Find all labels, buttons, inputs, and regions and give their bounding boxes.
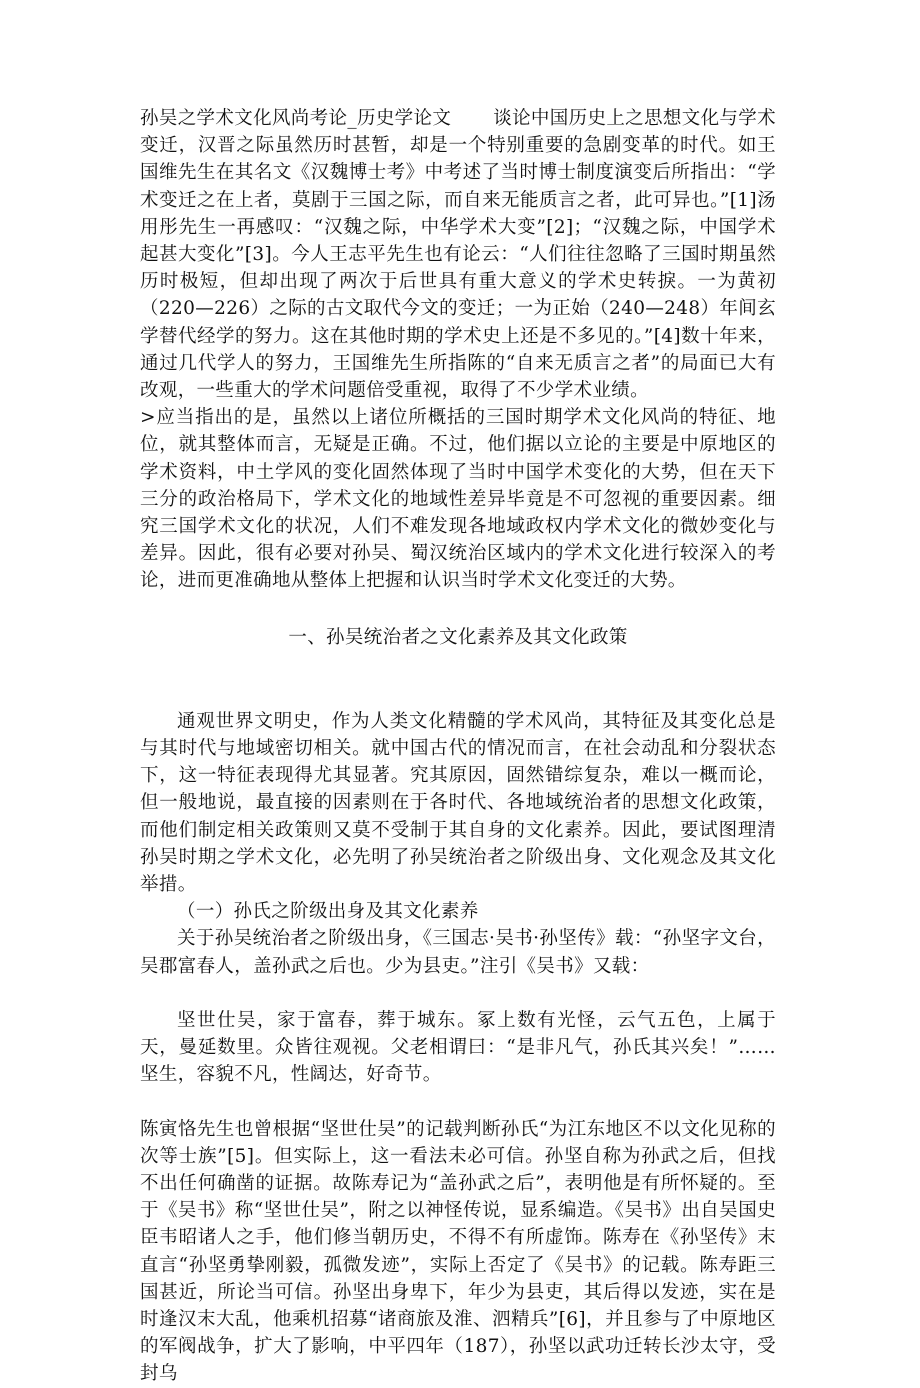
paragraph-2: >应当指出的是，虽然以上诸位所概括的三国时期学术文化风尚的特征、地位，就其整体而言，无疑是正确。不过，他们据以立论的主要是中原地区的学术资料，中土学风的变化固然体现了当时中国学术变化的大势，但在天下三分的政治格局下，学术文化的地域性差异毕竟是不可忽视的重要因素。细究三国学术文化的状况，人们不难发现各地域政权内学术文化的微妙变化与差异。因此，很有必要对孙吴、蜀汉统治区域内的学术文化进行较深入的考论，进而更准确地从整体上把握和认识当时学术文化变迁的大势。 [140, 407, 776, 592]
intro-paragraph [140, 105, 776, 404]
paragraph-3: 通观世界文明史，作为人类文化精髓的学术风尚，其特征及其变化总是与其时代与地域密切相关。就中国古代的情况而言，在社会动乱和分裂状态下，这一特征表现得尤其显著。究其原因，固然错综复杂，难以一概而论，但一般地说，最直接的因素则在于各时代、各地域统治者的思想文化政策，而他们制定相关政策则又莫不受制于其自身的文化素养。因此，要试图理清孙吴时期之学术文化，必先明了孙吴统治者之阶级出身、文化观念及其文化举措。 [140, 710, 776, 896]
intro-text: 谈论中国历史上之思想文化与学术变迁，汉晋之际虽然历时甚暂，却是一个特别重要的急剧变革的时代。如王国维先生在其名文《汉魏博士考》中考述了当时博士制度演变后所指出：“学术变迁之在上者，莫剧于三国之际，而自来无能质言之者，此可异也。”[1]汤用彤先生一再感叹：“汉魏之际，中华学术大变”[2]；“汉魏之际，中国学术起甚大变化”[3]。今人王志平先生也有论云：“人们往往忽略了三国时期虽然历时极短，但却出现了两次于后世具有重大意义的学术史转捩。一为黄初（220—226）之际的古文取代今文的变迁；一为正始（240—248）年间玄学替代经学的努力。这在其他时期的学术史上还是不多见的。”[4]数十年来，通过几代学人的努力，王国维先生所指陈的“自来无质言之者”的局面已大有改观，一些重大的学术问题倍受重视，取得了不少学术业绩。 [140, 108, 776, 402]
paragraph-5: 陈寅恪先生也曾根据“坚世仕吴”的记载判断孙氏“为江东地区不以文化见称的次等士族”[5]。但实际上，这一看法未必可信。孙坚自称为孙武之后，但找不出任何确凿的证据。故陈寿记为“盖孙武之后”，表明他是有所怀疑的。至于《吴书》称“坚世仕吴”，附之以神怪传说，显系编造。《吴书》出自吴国史臣韦昭诸人之手，他们修当朝历史，不得不有所虚饰。陈寿在《孙坚传》末直言“孙坚勇挚刚毅，孤微发迹”，实际上否定了《吴书》的记载。陈寿距三国甚近，所论当可信。孙坚出身卑下，年少为县吏，其后得以发迹，实在是时逢汉末大乱，他乘机招募“诸商旅及淮、泗精兵”[6]，并且参与了中原地区的军阀战争，扩大了影响，中平四年（187），孙坚以武功迁转长沙太守，受封乌 [140, 1118, 776, 1385]
document-title: 孙吴之学术文化风尚考论_历史学论文 [140, 108, 452, 129]
paragraph-4: 关于孙吴统治者之阶级出身，《三国志·吴书·孙坚传》载：“孙坚字文台，吴郡富春人，盖孙武之后也。少为县吏。”注引《吴书》又载： [140, 928, 776, 977]
subsection-title-1: （一）孙氏之阶级出身及其文化素养 [177, 901, 479, 923]
document-body [140, 105, 776, 1388]
section-title-1: 一、孙吴统治者之文化素养及其文化政策 [288, 626, 628, 648]
block-quote: 坚世仕吴，家于富春，葬于城东。冢上数有光怪，云气五色，上属于天，曼延数里。众皆往观视。父老相谓曰：“是非凡气，孙氏其兴矣！”……坚生，容貌不凡，性阔达，好奇节。 [140, 1009, 776, 1086]
